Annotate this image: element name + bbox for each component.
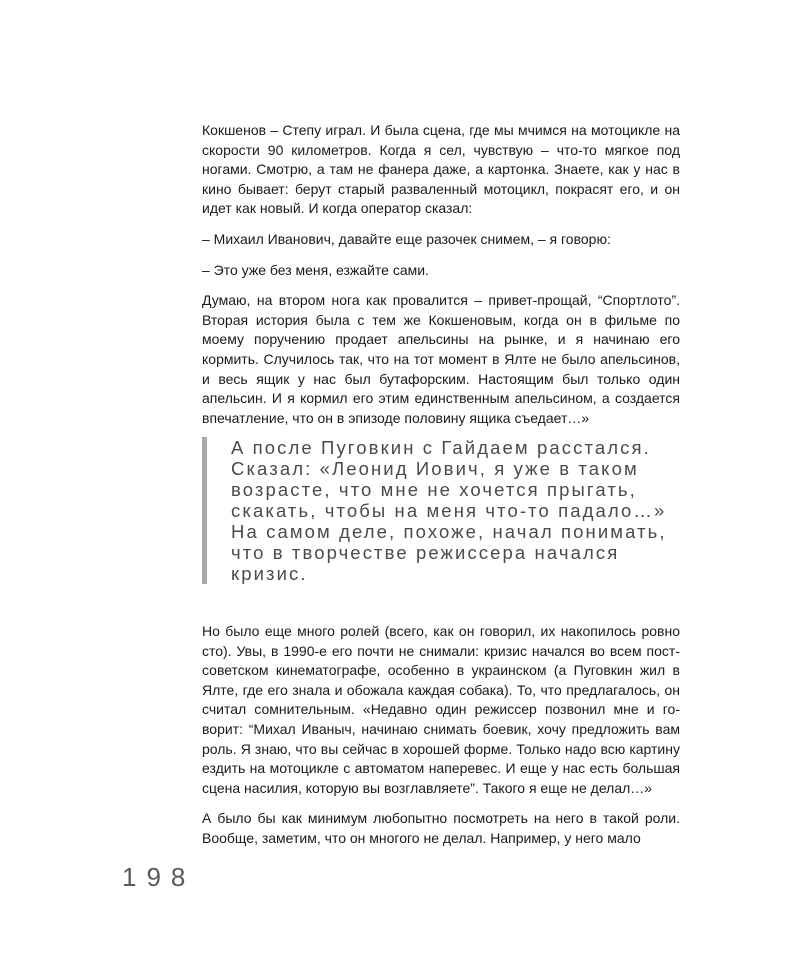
pull-quote-text: А после Пуговкин с Гайдаем расстался. Сказал: «Леонид Иович, я уже в таком возрасте, что мне не хочется прыгать, скакать, чтобы на меня что-то падало…» На самом деле, похоже, начал понимать, что в творчестве режиссера начался кризис. xyxy=(231,437,667,584)
pull-quote xyxy=(202,437,680,584)
paragraph-dialogue-reply: – Это уже без меня, езжайте сами. xyxy=(202,261,429,278)
paragraph-oranges-story: Думаю, на втором нога как провалится – привет-прощай, “Спортлото”. Вторая история была с тем же Кокшеновым, когда он в фильме по моему поручению продает апельсины на рынке, и я начинаю его кормить. Случилось так, что на тот момент в Ялте не было апельсинов, и весь ящик у нас был бутафорским. Настоящим был только один апельсин. И я кормил его этим единственным апельсином, а создается впечатление, что он в эпизоде половину ящика съедает…» xyxy=(202,292,680,426)
paragraph-dialogue-operator: – Михаил Иванович, давайте еще разочек снимем, – я говорю: xyxy=(202,230,611,247)
paragraph-curious-role: А было бы как минимум любопытно посмотреть на него в такой роли. Вообще, заметим, что он многого не делал. Например, у него мало xyxy=(202,810,680,846)
paragraph-1990s-roles: Но было еще много ролей (всего, как он говорил, их накопилось ровно сто). Увы, в 1990-е его почти не снимали: кризис начался во всем постсоветском кинематографе, особенно в украинском (а Пуговкин жил в Ялте, где его знала и обожала каждая собака). То, что предлагалось, он считал сомнительным. «Недавно один режиссер позвонил мне и говорит: “Михал Иваныч, начинаю снимать боевик, хочу предложить вам роль. Я знаю, что вы сейчас в хорошей форме. Только надо всю картину ездить на мотоцикле с автоматом наперевес. И еще у нас есть большая сцена насилия, которую вы возглавляете”. Такого я еще не делал…» xyxy=(202,623,680,796)
text-block-top xyxy=(202,121,680,439)
text-block-bottom xyxy=(202,622,680,860)
page-number: 198 xyxy=(122,862,196,892)
paragraph-kokshenov-scene: Кокшенов – Степу играл. И была сцена, где мы мчимся на мотоцикле на скорости 90 километров. Когда я сел, чувствую – что-то мягкое под ногами. Смотрю, а там не фанера даже, а картонка. Знаете, как у нас в кино бывает: берут старый разваленный мотоцикл, покрасят его, и он идет как новый. И когда оператор сказал: xyxy=(202,122,680,217)
